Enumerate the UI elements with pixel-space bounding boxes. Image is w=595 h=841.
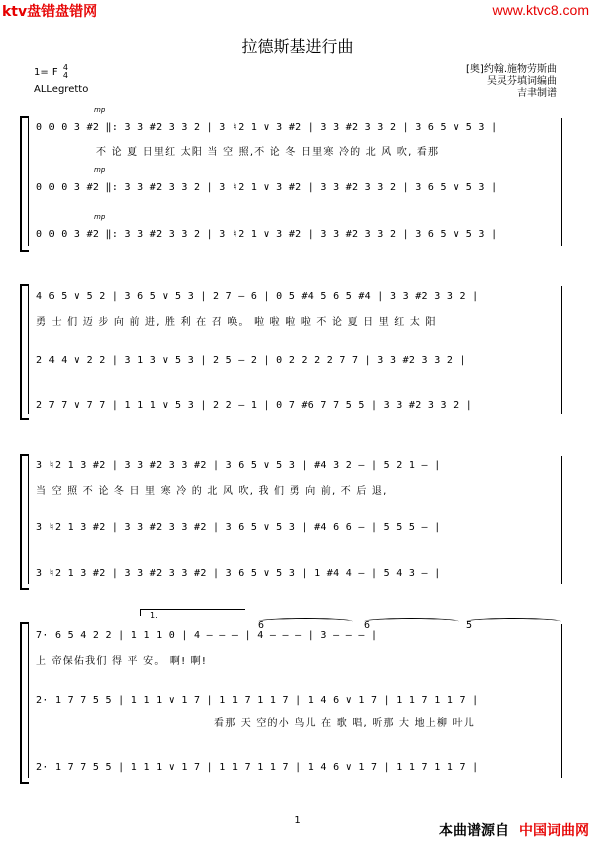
system-3-lyric: 当 空 照 不 论 冬 日 里 寒 冷 的 北 风 吹, 我 们 勇 向 前, 不 后 退, <box>36 486 388 497</box>
system-3-voice-1: 3 ♮2 1 3 #2 | 3 3 #2 3 3 #2 | 3 6 5 ∨ 5 3 | #4 3 2 – | 5 2 1 – | <box>36 460 441 471</box>
tie-1 <box>258 618 353 625</box>
chord-note-b: 6 <box>364 620 371 631</box>
credit-lyricist: 吴灵芬填词编曲 <box>487 76 557 87</box>
system-1-voice-1: 0 0 0 3 #2 ‖: 3 3 #2 3 3 2 | 3 ♮2 1 ∨ 3 #2 | 3 3 #2 3 3 2 | 3 6 5 ∨ 5 3 | <box>36 122 498 133</box>
watermark-left: ktv盘错盘错网 <box>2 4 98 20</box>
time-top: 4 <box>62 63 68 72</box>
key-label: 1= F <box>34 67 58 78</box>
system-4-lyric-2: 看那 天 空的小 鸟儿 在 歌 唱, 听那 大 地上柳 叶儿 <box>214 718 475 729</box>
system-2-voice-1: 4 6 5 ∨ 5 2 | 3 6 5 ∨ 5 3 | 2 7 – 6 | 0 5 #4 5 6 5 #4 | 3 3 #2 3 3 2 | <box>36 291 479 302</box>
credit-composer: [奥]约翰.施物劳斯曲 <box>466 64 557 75</box>
system-2-voice-3: 2 7 7 ∨ 7 7 | 1 1 1 ∨ 5 3 | 2 2 – 1 | 0 7 #6 7 7 5 5 | 3 3 #2 3 3 2 | <box>36 400 473 411</box>
system-1-voice-2: 0 0 0 3 #2 ‖: 3 3 #2 3 3 2 | 3 ♮2 1 ∨ 3 #2 | 3 3 #2 3 3 2 | 3 6 5 ∨ 5 3 | <box>36 182 498 193</box>
chord-note-a: 6 <box>258 620 265 631</box>
system-2-lyric: 勇 士 们 迈 步 向 前 进, 胜 利 在 召 唤。 啦 啦 啦 啦 不 论 夏 日 里 红 太 阳 <box>36 317 437 328</box>
system-3-barline <box>561 456 562 584</box>
system-2-barline <box>561 286 562 414</box>
page-number: 1 <box>294 815 301 826</box>
system-4-lyric-1: 上 帝保佑我们 得 平 安。 啊! 啊! <box>36 656 208 667</box>
time-signature <box>63 64 68 80</box>
source-label: 本曲谱源自 <box>439 823 509 839</box>
system-1-barline <box>561 118 562 246</box>
song-title: 拉德斯基进行曲 <box>241 37 354 56</box>
system-4-voice-1: 7· 6 5 4 2 2 | 1 1 1 0 | 4 – – – | 4 – – – | 3 – – – | <box>36 630 378 641</box>
system-4-brace <box>28 624 29 778</box>
tempo-marking: ALLegretto <box>34 84 89 95</box>
system-4-voice-3: 2· 1 7 7 5 5 | 1 1 1 ∨ 1 7 | 1 1 7 1 1 7 | 1 4 6 ∨ 1 7 | 1 1 7 1 1 7 | <box>36 762 479 773</box>
system-4-barline <box>561 624 562 778</box>
system-1-lyric: 不 论 夏 日里红 太阳 当 空 照,不 论 冬 日里寒 冷的 北 风 吹, 看那 <box>96 147 440 158</box>
key-signature <box>34 64 68 80</box>
tie-2 <box>364 618 459 625</box>
system-4-voice-2: 2· 1 7 7 5 5 | 1 1 1 ∨ 1 7 | 1 1 7 1 1 7 | 1 4 6 ∨ 1 7 | 1 1 7 1 1 7 | <box>36 695 479 706</box>
system-1-voice-3: 0 0 0 3 #2 ‖: 3 3 #2 3 3 2 | 3 ♮2 1 ∨ 3 #2 | 3 3 #2 3 3 2 | 3 6 5 ∨ 5 3 | <box>36 229 498 240</box>
dynamic-mp-3: mp <box>94 213 106 221</box>
system-2-voice-2: 2 4 4 ∨ 2 2 | 3 1 3 ∨ 5 3 | 2 5 – 2 | 0 2 2 2 2 7 7 | 3 3 #2 3 3 2 | <box>36 355 466 366</box>
dynamic-mp-2: mp <box>94 166 106 174</box>
system-2-brace <box>28 286 29 414</box>
system-3-brace <box>28 456 29 584</box>
source-site-link[interactable]: 中国词曲网 <box>519 823 589 839</box>
credit-transcriber: 吉聿制谱 <box>517 88 557 99</box>
system-3-voice-2: 3 ♮2 1 3 #2 | 3 3 #2 3 3 #2 | 3 6 5 ∨ 5 3 | #4 6 6 – | 5 5 5 – | <box>36 522 441 533</box>
time-bottom: 4 <box>62 71 68 80</box>
system-1-brace <box>28 118 29 246</box>
dynamic-mp-1: mp <box>94 106 106 114</box>
system-3-voice-3: 3 ♮2 1 3 #2 | 3 3 #2 3 3 #2 | 3 6 5 ∨ 5 3 | 1 #4 4 – | 5 4 3 – | <box>36 568 441 579</box>
tie-3 <box>466 618 561 625</box>
chord-note-c: 5 <box>466 620 473 631</box>
watermark-right: www.ktvc8.com <box>492 2 589 18</box>
first-ending-label: 1. <box>150 611 158 620</box>
